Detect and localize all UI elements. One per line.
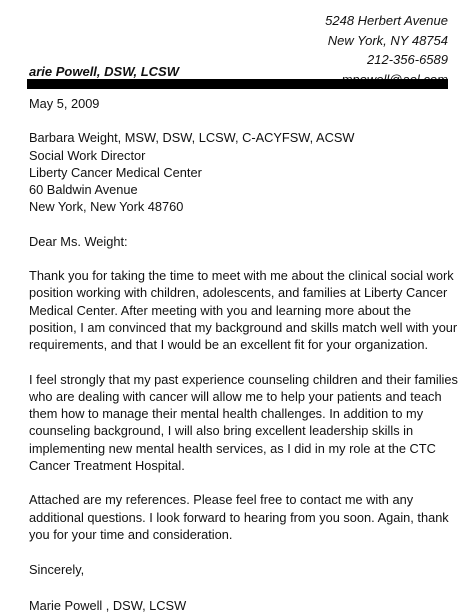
signature: Marie Powell , DSW, LCSW [29, 597, 187, 613]
paragraph-1: Thank you for taking the time to meet with me about the clinical social work position working with children, adolescents, and families at Liberty Cancer Medical Center. After meeting with you and learning more about the position, I am convinced that my background and skills match well with your requirements, and that I would be an excellent fit for your organization. [29, 268, 458, 353]
contact-phone: 212-356-6589 [367, 52, 448, 67]
recipient-name: Barbara Weight, MSW, DSW, LCSW, C-ACYFSW, ACSW [29, 130, 355, 146]
recipient-organization: Liberty Cancer Medical Center [29, 164, 202, 180]
recipient-block [29, 129, 459, 215]
contact-city: New York, NY 48754 [327, 32, 448, 48]
contact-address: 5248 Herbert Avenue [325, 13, 448, 28]
closing: Sincerely, [29, 562, 85, 578]
contact-block [325, 11, 448, 89]
paragraph-2: I feel strongly that my past experience counseling children and their families who are dealing with cancer will allow me to help your patients and teach them how to manage their mental health challenges. In addition to my counseling background, I will also bring excellent leadership skills in implementing new mental health services, as I did in my role at the CTC Cancer Treatment Hospital. [29, 371, 458, 474]
letter-body [29, 95, 459, 614]
sender-header: arie Powell, DSW, LCSW [29, 64, 180, 79]
salutation: Dear Ms. Weight: [29, 233, 128, 249]
recipient-title: Social Work Director [29, 147, 146, 163]
letter-date: May 5, 2009 [29, 96, 100, 111]
paragraph-3: Attached are my references. Please feel free to contact me with any additional questions. I look forward to hearing from you soon. Again, thank you for your time and consideration. [29, 492, 449, 542]
recipient-city: New York, New York 48760 [29, 199, 184, 215]
recipient-street: 60 Baldwin Avenue [29, 182, 138, 198]
header-divider-bar [27, 79, 448, 89]
